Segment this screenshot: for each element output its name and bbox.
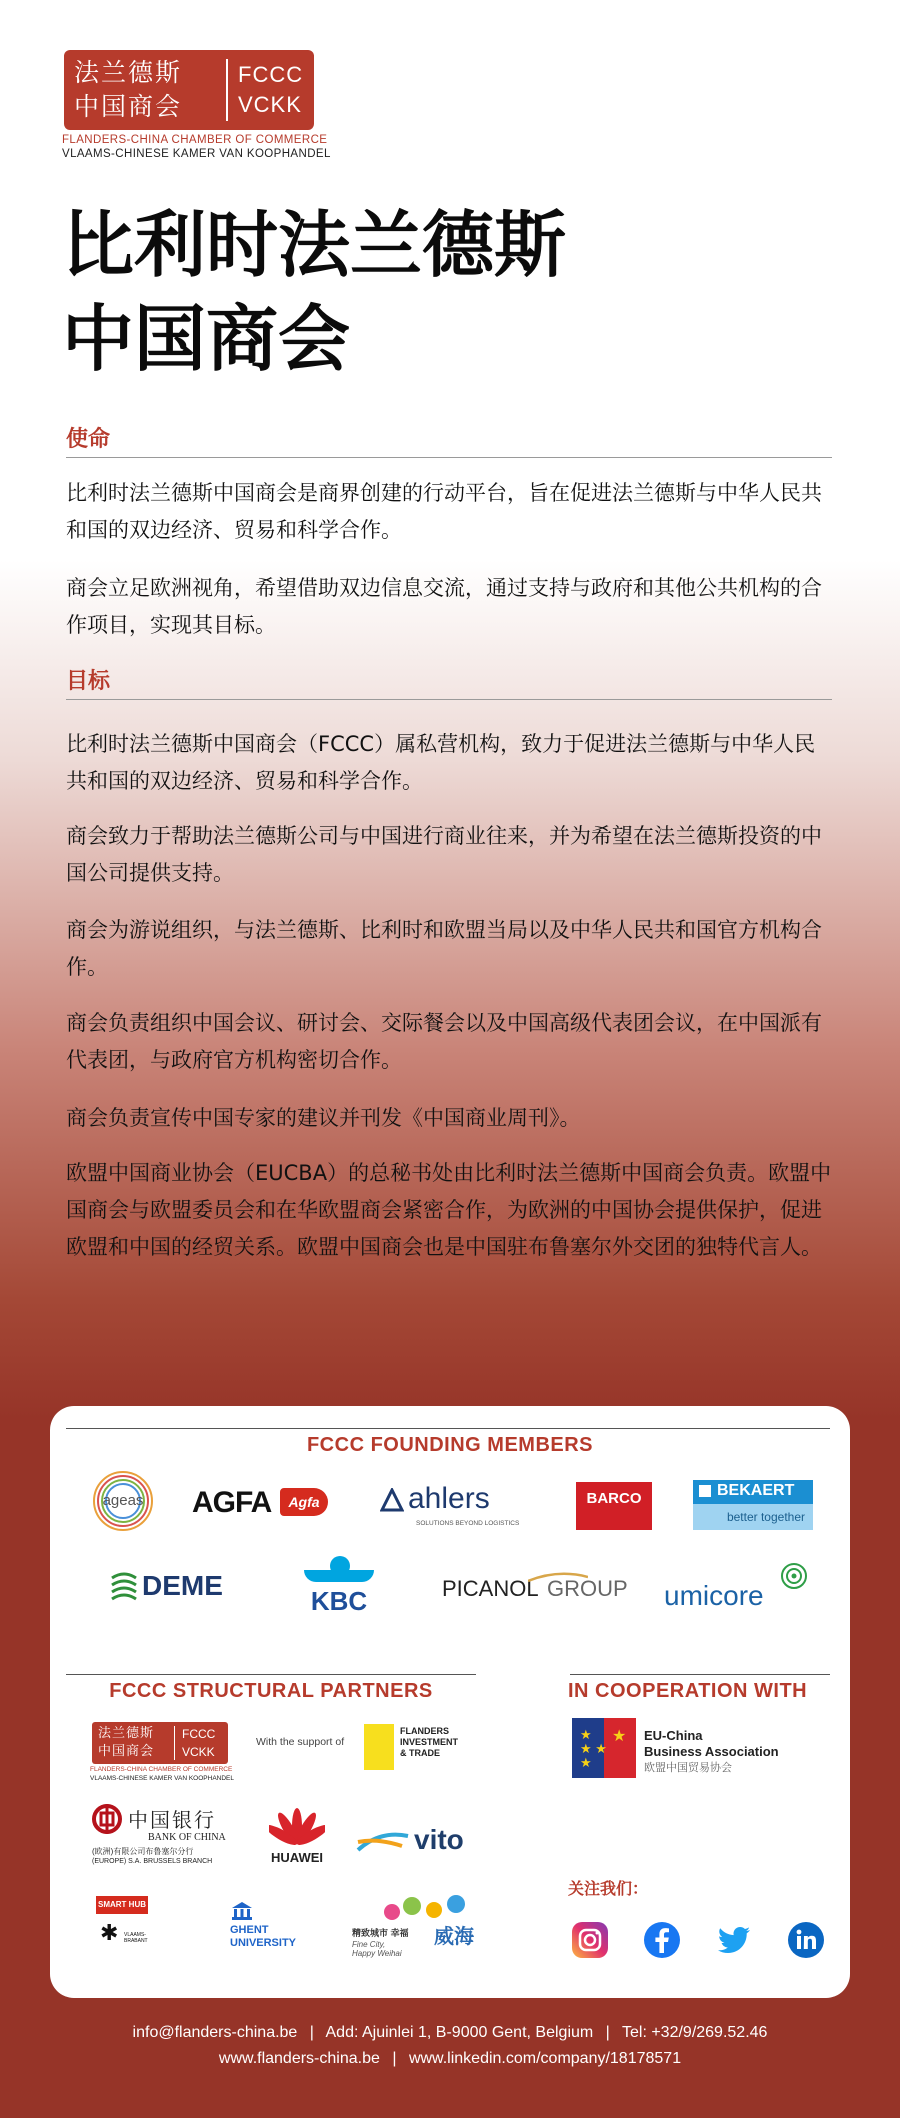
weihai-en-line-1: Fine City, (352, 1940, 386, 1949)
ahlers-triangle-icon (380, 1488, 404, 1512)
mission-heading: 使命 (66, 422, 832, 458)
footer-email[interactable]: info@flanders-china.be (132, 2024, 298, 2041)
fccc-small-en-line2: VCKK (182, 1745, 215, 1759)
bank-of-china-logo (92, 1804, 242, 1870)
logo-cn-line1: 法兰德斯 (74, 58, 183, 87)
logo-divider (226, 59, 228, 121)
eucba-line-2: Business Association (644, 1744, 779, 1759)
page-title (62, 198, 566, 386)
instagram-icon[interactable] (570, 1920, 610, 1960)
fccc-small-cn (98, 1725, 154, 1761)
eucba-line-1: EU-China (644, 1728, 703, 1743)
bekaert-square-icon (699, 1485, 711, 1497)
agfa-logo: AGFA (192, 1486, 272, 1519)
fccc-small-cn-line1: 法兰德斯 (98, 1726, 155, 1741)
huawei-text: HUAWEI (271, 1850, 323, 1865)
ageas-text: ageas (102, 1492, 144, 1509)
footer-phone: Tel: +32/9/269.52.46 (621, 2024, 768, 2041)
weihai-en-line-2: Happy Weihai (352, 1949, 402, 1958)
fccc-small-divider (174, 1726, 175, 1760)
boc-branch-cn: (欧洲)有限公司布鲁塞尔分行 (92, 1847, 194, 1856)
smart-hub-text: SMART HUB (96, 1896, 148, 1914)
boc-cn-text: 中国银行 (128, 1808, 216, 1832)
fccc-small-cn-line2: 中国商会 (98, 1744, 155, 1759)
linkedin-icon[interactable] (786, 1920, 826, 1960)
weihai-cn-text: 精致城市 幸福 (352, 1928, 409, 1938)
fccc-small-logo (92, 1722, 228, 1764)
mission-paragraph-2: 商会立足欧洲视角，希望借助双边信息交流，通过支持与政府和其他公共机构的合作项目，实现其目标。 (66, 576, 822, 637)
fit-logo (364, 1718, 476, 1776)
vito-text: vito (414, 1824, 464, 1855)
logo-subtitle-nl: VLAAMS-CHINESE KAMER VAN KOOPHANDEL (62, 148, 331, 160)
bekaert-text: BEKAERT (717, 1482, 795, 1499)
fccc-small-sub-en: FLANDERS-CHINA CHAMBER OF COMMERCE (90, 1766, 233, 1773)
goals-paragraph-2: 商会致力于帮助法兰德斯公司与中国进行商业往来，并为希望在法兰德斯投资的中国公司提供支持。 (66, 824, 822, 885)
fccc-small-en-line1: FCCC (182, 1727, 216, 1741)
goals-paragraph-5: 商会负责宣传中国专家的建议并刊发《中国商业周刊》。 (66, 1106, 581, 1130)
ahlers-tagline: SOLUTIONS BEYOND LOGISTICS (416, 1520, 520, 1527)
logo-acronyms (238, 60, 303, 120)
structural-rule (66, 1674, 476, 1675)
barco-logo: BARCO (576, 1482, 652, 1530)
eucba-text (644, 1728, 779, 1776)
structural-heading: FCCC STRUCTURAL PARTNERS (109, 1680, 433, 1702)
kbc-text: KBC (310, 1586, 368, 1616)
goals-paragraph-4: 商会负责组织中国会议、研讨会、交际餐会以及中国高级代表团会议，在中国派有代表团，与政府官方机构密切合作。 (66, 1011, 822, 1072)
boc-branch-en: (EUROPE) S.A. BRUSSELS BRANCH (92, 1858, 213, 1865)
fit-line-1: FLANDERS (400, 1726, 449, 1736)
footer-separator: | (605, 2024, 610, 2041)
weihai-logo (352, 1894, 476, 1962)
fit-text (400, 1726, 458, 1759)
picanol-group-text: GROUP (547, 1576, 628, 1601)
eucba-logo (572, 1718, 802, 1780)
umicore-text: umicore (664, 1580, 764, 1611)
fit-line-2: INVESTMENT (400, 1737, 459, 1747)
twitter-icon[interactable] (714, 1920, 754, 1960)
picanol-logo (442, 1576, 642, 1610)
ageas-logo (90, 1468, 156, 1534)
huawei-logo (262, 1806, 332, 1866)
logo-cn-line2: 中国商会 (74, 92, 183, 121)
footer-separator: | (392, 2050, 397, 2067)
bekaert-logo (693, 1480, 813, 1530)
fit-line-3: & TRADE (400, 1748, 440, 1758)
ghent-university-logo (230, 1902, 300, 1962)
footer-line-1 (0, 2024, 900, 2042)
cooperation-heading: IN COOPERATION WITH (568, 1680, 808, 1702)
boc-en-text: BANK OF CHINA (148, 1832, 226, 1843)
ghent-line-1: GHENT (230, 1924, 269, 1936)
umicore-swirl-icon (780, 1562, 808, 1590)
kbc-arc-icon (304, 1570, 374, 1582)
weihai-en-text (352, 1940, 402, 1958)
follow-us-label: 关注我们： (568, 1879, 649, 1898)
logo-chinese (64, 56, 216, 124)
mission-paragraph-1: 比利时法兰德斯中国商会是商界创建的行动平台，旨在促进法兰德斯与中华人民共和国的双边经济、贸易和科学合作。 (66, 481, 822, 542)
huawei-petal-icon (269, 1806, 325, 1846)
support-text: With the support of (256, 1736, 345, 1748)
logo-en-line1: FCCC (238, 62, 304, 87)
cooperation-rule (570, 1674, 830, 1675)
title-line-1: 比利时法兰德斯 (62, 203, 567, 287)
goals-paragraph-3: 商会为游说组织，与法兰德斯、比利时和欧盟当局以及中华人民共和国官方机构合作。 (66, 918, 822, 979)
eucba-flag-icon (572, 1718, 636, 1778)
eucba-stars-icon: ★ ★ ★ ★ (580, 1727, 607, 1770)
goals-paragraph-6: 欧盟中国商业协会（EUCBA）的总秘书处由比利时法兰德斯中国商会负责。欧盟中国商会与欧盟委员会和在华欧盟商会紧密合作，为欧洲的中国协会提供保护，促进欧盟和中国的经贸关系。欧盟中国商会也是中国驻布鲁塞尔外交团的独特代言人。 (66, 1161, 832, 1259)
fit-lion-icon (364, 1724, 394, 1770)
fccc-small-sub-nl: VLAAMS-CHINESE KAMER VAN KOOPHANDEL (90, 1775, 234, 1782)
weihai-big-text: 威海 (434, 1926, 474, 1948)
partners-card (50, 1406, 850, 1998)
fccc-small-en (182, 1725, 215, 1761)
ghent-text (230, 1924, 296, 1950)
bank-of-china-icon (92, 1804, 122, 1834)
umicore-logo (664, 1562, 814, 1618)
fccc-logo (64, 50, 314, 130)
picanol-text: PICANOL (442, 1576, 539, 1601)
vito-logo (356, 1824, 476, 1860)
agfa-mark: Agfa (280, 1488, 328, 1516)
footer-address: Add: Ajuinlei 1, B-9000 Gent, Belgium (325, 2024, 594, 2041)
smart-hub-asterisk-icon: ✱ (100, 1920, 119, 1945)
deme-text: DEME (142, 1570, 223, 1601)
ghent-building-icon (232, 1902, 252, 1920)
title-line-2: 中国商会 (62, 297, 351, 381)
goals-paragraph-1: 比利时法兰德斯中国商会（FCCC）属私营机构，致力于促进法兰德斯与中华人民共和国的双边经济、贸易和科学合作。 (66, 732, 816, 793)
kbc-logo (304, 1556, 374, 1616)
footer-website-link[interactable]: www.flanders-china.be (218, 2050, 380, 2067)
founding-rule (66, 1428, 830, 1429)
footer-linkedin-link[interactable]: www.linkedin.com/company/18178571 (408, 2050, 682, 2067)
deme-wave-icon (110, 1572, 138, 1602)
logo-subtitle-en: FLANDERS-CHINA CHAMBER OF COMMERCE (62, 134, 328, 146)
eucba-cn: 欧盟中国贸易协会 (644, 1762, 732, 1774)
vito-swoosh-icon (356, 1828, 410, 1854)
goals-heading: 目标 (66, 664, 832, 700)
ahlers-text: ahlers (408, 1482, 490, 1515)
smart-hub-logo (96, 1896, 148, 1958)
founding-heading: FCCC FOUNDING MEMBERS (306, 1434, 594, 1456)
deme-logo (110, 1570, 250, 1610)
ahlers-logo (380, 1482, 520, 1532)
footer-separator: | (309, 2024, 314, 2041)
footer-line-2 (0, 2050, 900, 2068)
logo-en-line2: VCKK (238, 92, 302, 117)
eucba-china-star-icon: ★ (612, 1728, 627, 1745)
bekaert-tagline: better together (693, 1504, 813, 1530)
vlaams-brabant-text: VLAAMS-BRABANT (124, 1932, 148, 1944)
ghent-line-2: UNIVERSITY (230, 1937, 297, 1949)
picanol-swoosh-icon (528, 1572, 588, 1582)
facebook-icon[interactable] (642, 1920, 682, 1960)
